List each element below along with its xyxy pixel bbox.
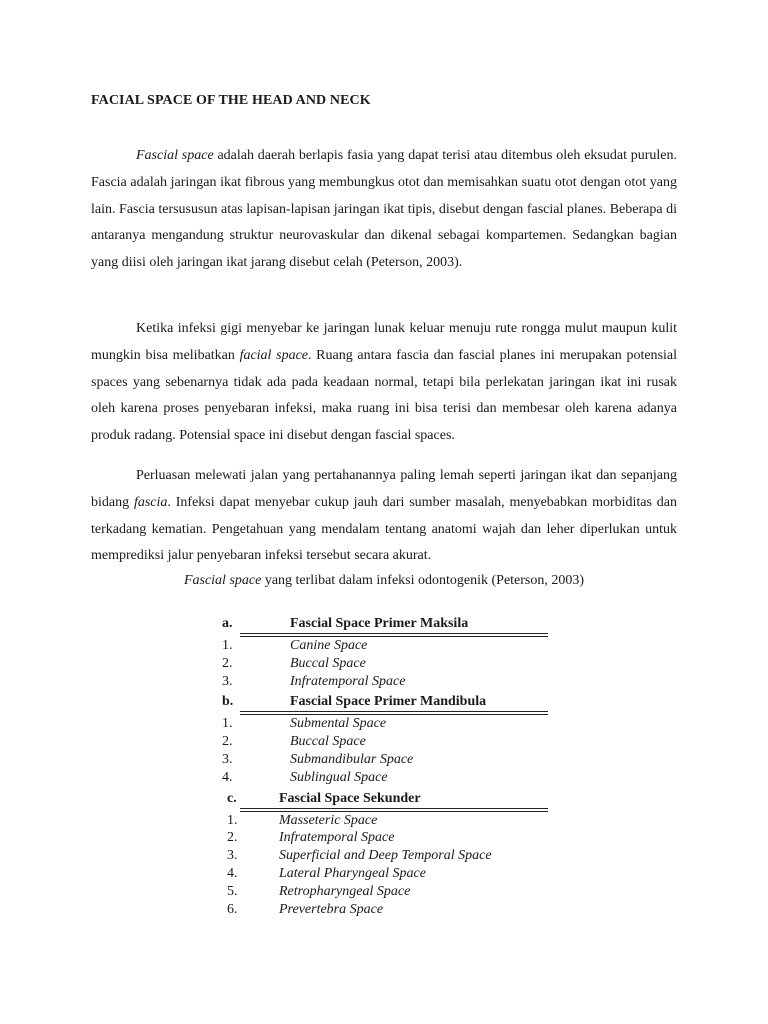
paragraph-3-italic: fascia bbox=[133, 494, 168, 510]
row-space-name: Infratemporal Space bbox=[290, 673, 406, 689]
table-row bbox=[222, 769, 530, 787]
table-row bbox=[222, 655, 530, 673]
table-row bbox=[222, 829, 530, 847]
table-row bbox=[222, 812, 530, 830]
paragraph-3 bbox=[91, 463, 677, 570]
table-row bbox=[222, 733, 530, 751]
table-row bbox=[222, 751, 530, 769]
row-space-name: Canine Space bbox=[290, 638, 368, 653]
paragraph-1 bbox=[91, 143, 677, 277]
table-row bbox=[222, 901, 530, 919]
section-heading: Fascial Space Sekunder bbox=[279, 790, 421, 806]
paragraph-2-after: . Ruang antara fascia dan fascial planes ini merupakan potensial spaces yang sebenarnya tidak ada pada keadaan normal, tetapi bila perlekatan jaringan ikat ini rusak oleh karena proses penyebaran infeksi, maka ruang ini bisa terisi dan membesar oleh karena adanya produk radang. Potensial space ini disebut dengan fascial spaces. bbox=[91, 347, 677, 444]
paragraph-1-italic: Fascial space bbox=[136, 148, 214, 163]
row-space-name: Infratemporal Space bbox=[279, 830, 395, 846]
table-caption bbox=[0, 573, 768, 589]
table-row bbox=[222, 865, 530, 883]
section-letter: a. bbox=[222, 616, 233, 631]
row-space-name: Prevertebra Space bbox=[279, 901, 384, 917]
row-space-name: Buccal Space bbox=[290, 655, 366, 671]
table-section-heading-row bbox=[222, 787, 530, 808]
paragraph-2-italic: facial space bbox=[239, 347, 308, 363]
row-number: 4. bbox=[222, 769, 233, 785]
table-section-heading-row bbox=[222, 690, 530, 711]
row-number: 3. bbox=[222, 673, 233, 689]
row-number: 3. bbox=[227, 848, 238, 864]
table-section bbox=[222, 787, 530, 919]
document-title: FACIAL SPACE OF THE HEAD AND NECK bbox=[91, 93, 371, 108]
table-section bbox=[222, 690, 530, 786]
section-letter: b. bbox=[222, 694, 234, 710]
table-caption-text: yang terlibat dalam infeksi odontogenik (Peterson, 2003) bbox=[261, 573, 585, 588]
row-space-name: Superficial and Deep Temporal Space bbox=[279, 848, 492, 864]
row-number: 1. bbox=[222, 638, 233, 653]
fascial-space-table bbox=[222, 612, 530, 918]
table-section bbox=[222, 612, 530, 690]
row-number: 4. bbox=[227, 865, 238, 881]
row-space-name: Lateral Pharyngeal Space bbox=[279, 865, 426, 881]
section-letter: c. bbox=[227, 790, 237, 806]
row-space-name: Masseteric Space bbox=[279, 812, 378, 828]
paragraph-3-after: . Infeksi dapat menyebar cukup jauh dari sumber masalah, menyebabkan morbiditas dan terkadang kematian. Pengetahuan yang mendalam tentang anatomi wajah dan leher diperlukan untuk memprediksi jalur penyebaran infeksi tersebut secara akurat. bbox=[91, 494, 677, 564]
paragraph-3-before: Perluasan melewati jalan yang pertahanannya paling lemah seperti jaringan ikat dan sepanjang bidang bbox=[91, 468, 677, 510]
section-heading: Fascial Space Primer Maksila bbox=[290, 616, 469, 631]
table-row bbox=[222, 673, 530, 691]
paragraph-2 bbox=[91, 316, 677, 450]
row-number: 1. bbox=[222, 716, 233, 732]
section-heading: Fascial Space Primer Mandibula bbox=[290, 694, 487, 710]
paragraph-1-text: adalah daerah berlapis fasia yang dapat terisi atau ditembus oleh eksudat purulen. Fascia adalah jaringan ikat fibrous yang membungkus otot dan memisahkan suatu otot dengan otot yang lain. Fascia tersususun atas lapisan-lapisan jaringan ikat tipis, disebut dengan fascial planes. Beberapa di antaranya mengandung struktur neurovaskular dan dikenal sebagai kompartemen. Sedangkan bagian yang diisi oleh jaringan ikat jarang disebut celah (Peterson, 2003). bbox=[91, 148, 678, 271]
table-row bbox=[222, 637, 530, 655]
table-row bbox=[222, 715, 530, 733]
row-number: 2. bbox=[222, 655, 233, 671]
table-row bbox=[222, 883, 530, 901]
table-row bbox=[222, 847, 530, 865]
row-number: 6. bbox=[227, 901, 238, 917]
row-space-name: Sublingual Space bbox=[290, 769, 388, 785]
row-number: 3. bbox=[222, 751, 233, 767]
row-number: 5. bbox=[227, 883, 238, 899]
table-section-heading-row bbox=[222, 612, 530, 633]
table-caption-italic: Fascial space bbox=[183, 573, 262, 588]
row-space-name: Submental Space bbox=[290, 716, 387, 732]
row-space-name: Buccal Space bbox=[290, 734, 366, 750]
row-space-name: Submandibular Space bbox=[290, 751, 414, 767]
paragraph-2-before: Ketika infeksi gigi menyebar ke jaringan lunak keluar menuju rute rongga mulut maupun kulit mungkin bisa melibatkan bbox=[91, 321, 677, 363]
row-space-name: Retropharyngeal Space bbox=[279, 883, 411, 899]
row-number: 1. bbox=[227, 812, 238, 828]
row-number: 2. bbox=[227, 830, 238, 846]
row-number: 2. bbox=[222, 734, 233, 750]
